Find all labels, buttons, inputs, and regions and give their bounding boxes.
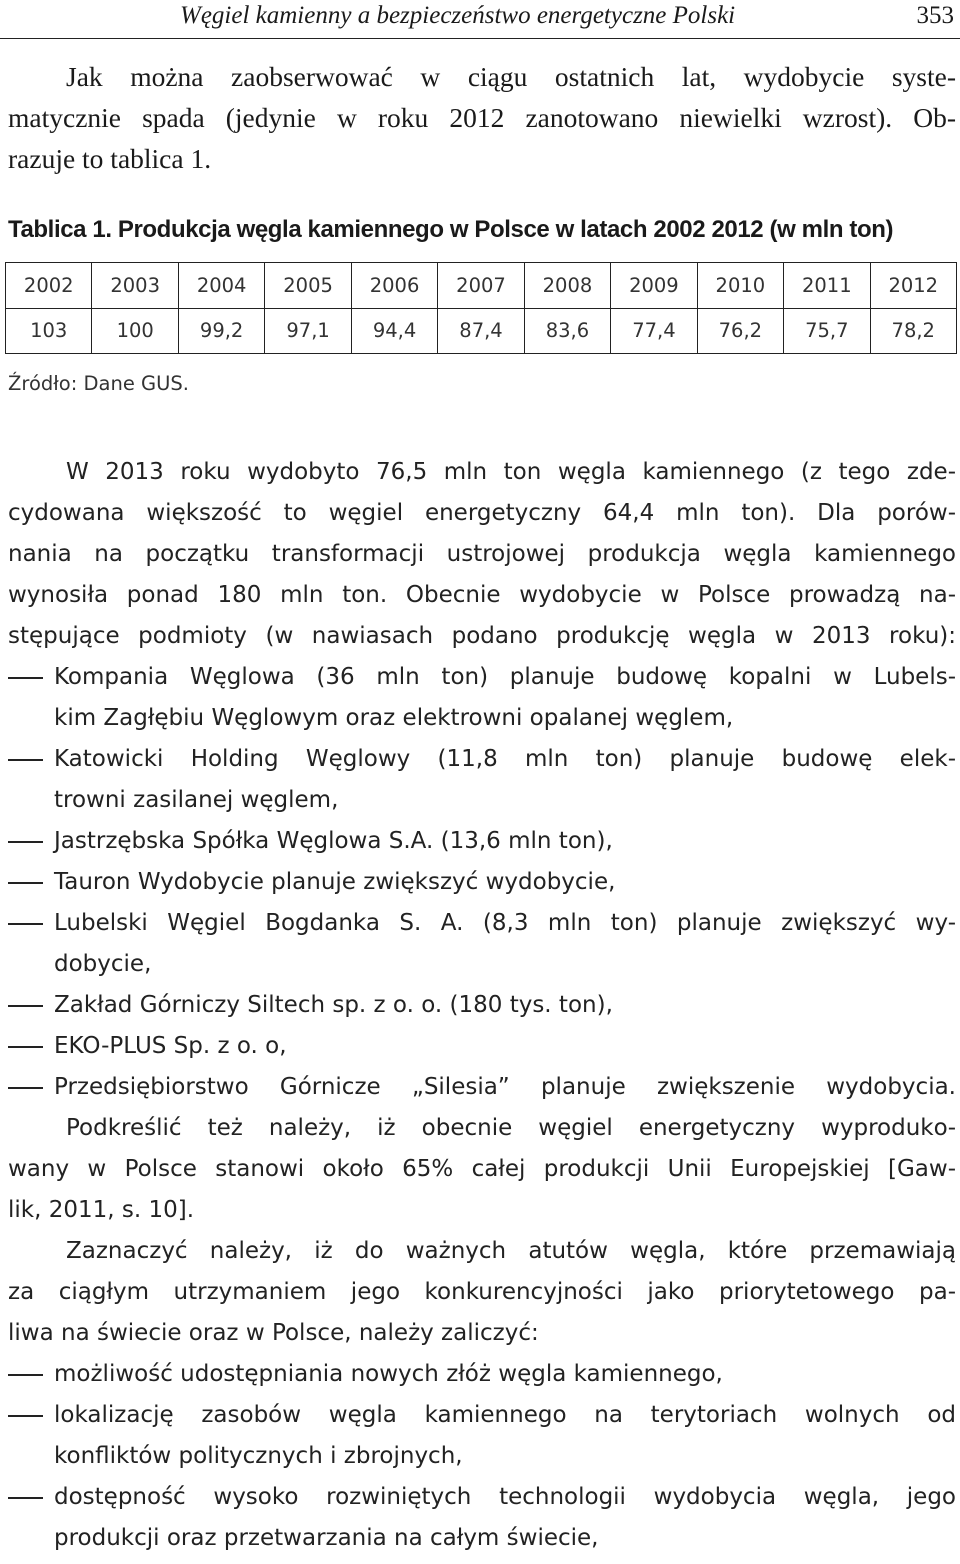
- running-header: [0, 0, 960, 39]
- text-line: Przedsiębiorstwo Górnicze „Silesia” planuje zwiększenie wydobycia.: [54, 1074, 956, 1100]
- text-line: lokalizację zasobów węgla kamiennego na terytoriach wolnych od: [54, 1402, 956, 1428]
- text-line: dostępność wysoko rozwiniętych technologii wydobycia węgla, jego: [54, 1484, 956, 1510]
- text-line: EKO-PLUS Sp. z o. o,: [54, 1033, 287, 1059]
- page-number: 353: [916, 2, 954, 29]
- text-line: Podkreślić też należy, iż obecnie węgiel energetyczny wyprodukо-: [66, 1115, 956, 1141]
- dash-bullet: [8, 1087, 43, 1089]
- text-line: trowni zasilanej węglem,: [54, 787, 339, 813]
- text-line: cydowana większość to węgiel energetyczny 64,4 mln ton). Dla porów-: [8, 500, 956, 526]
- list-item: [8, 657, 956, 739]
- paragraph-3: [8, 1231, 956, 1354]
- body-text: [8, 452, 956, 1559]
- year-cell: 2010: [697, 263, 783, 309]
- dash-bullet: [8, 1497, 43, 1499]
- text-line: kim Zagłębiu Węglowym oraz elektrowni opalanej węglem,: [54, 705, 734, 731]
- list-item: [8, 1477, 956, 1559]
- intro-paragraph: [8, 56, 956, 179]
- table-source: Źródło: Dane GUS.: [8, 372, 189, 395]
- text-line: możliwość udostępniania nowych złóż węgla kamiennego,: [54, 1361, 723, 1387]
- text-line: dobycie,: [54, 951, 152, 977]
- dash-bullet: [8, 1374, 43, 1376]
- text-line: Tauron Wydobycie planuje zwiększyć wydobycie,: [54, 869, 616, 895]
- dash-bullet: [8, 841, 43, 843]
- dash-bullet: [8, 882, 43, 884]
- value-cell: 103: [6, 308, 92, 354]
- value-cell: 97,1: [265, 308, 351, 354]
- list-item: [8, 862, 956, 903]
- text-line: Jak można zaobserwować w ciągu ostatnich lat, wydobycie syste-: [66, 61, 956, 92]
- value-cell: 77,4: [611, 308, 697, 354]
- running-title: Węgiel kamienny a bezpieczeństwo energetyczne Polski: [180, 2, 736, 29]
- dash-bullet: [8, 759, 43, 761]
- value-cell: 83,6: [524, 308, 610, 354]
- list-item: [8, 821, 956, 862]
- table-row-values: [6, 308, 957, 354]
- list-item: [8, 985, 956, 1026]
- text-line: W 2013 roku wydobyto 76,5 mln ton węgla kamiennego (z tego zde-: [66, 459, 956, 485]
- value-cell: 87,4: [438, 308, 524, 354]
- table-caption: Tablica 1. Produkcja węgla kamiennego w Polsce w latach 2002 2012 (w mln ton): [8, 216, 894, 243]
- value-cell: 99,2: [178, 308, 264, 354]
- dash-bullet: [8, 1005, 43, 1007]
- text-line: matycznie spada (jedynie w roku 2012 zanotowano niewielki wzrost). Ob-: [8, 102, 956, 133]
- text-line: nania na początku transformacji ustrojowej produkcja węgla kamiennego: [8, 541, 956, 567]
- year-cell: 2002: [6, 263, 92, 309]
- paragraph-2: [8, 1108, 956, 1231]
- year-cell: 2006: [351, 263, 437, 309]
- list-item: [8, 739, 956, 821]
- text-line: liwa na świecie oraz w Polsce, należy zaliczyć:: [8, 1320, 539, 1346]
- text-line: wynosiła ponad 180 mln ton. Obecnie wydobycie w Polsce prowadzą na-: [8, 582, 956, 608]
- text-line: Jastrzębska Spółka Węglowa S.A. (13,6 mln ton),: [54, 828, 613, 854]
- text-line: razuje to tablica 1.: [8, 143, 212, 174]
- text-line: Zakład Górniczy Siltech sp. z o. o. (180 tys. ton),: [54, 992, 613, 1018]
- value-cell: 78,2: [870, 308, 956, 354]
- dash-bullet: [8, 1046, 43, 1048]
- value-cell: 76,2: [697, 308, 783, 354]
- dash-bullet: [8, 1415, 43, 1417]
- text-line: Kompania Węglowa (36 mln ton) planuje budowę kopalni w Lubels-: [54, 664, 956, 690]
- list-item: [8, 1354, 956, 1395]
- list-item: [8, 1026, 956, 1067]
- text-line: Lubelski Węgiel Bogdanka S. A. (8,3 mln ton) planuje zwiększyć wy-: [54, 910, 956, 936]
- list-item: [8, 1067, 956, 1108]
- text-line: Zaznaczyć należy, iż do ważnych atutów węgla, które przemawiają: [66, 1238, 956, 1264]
- value-cell: 75,7: [784, 308, 870, 354]
- year-cell: 2003: [92, 263, 178, 309]
- text-line: za ciągłym utrzymaniem jego konkurencyjności jako priorytetowego pa-: [8, 1279, 956, 1305]
- year-cell: 2004: [178, 263, 264, 309]
- year-cell: 2008: [524, 263, 610, 309]
- value-cell: 100: [92, 308, 178, 354]
- text-line: Katowicki Holding Węglowy (11,8 mln ton) planuje budowę elek-: [54, 746, 956, 772]
- company-list: [8, 657, 956, 1108]
- year-cell: 2009: [611, 263, 697, 309]
- table-row-years: [6, 263, 957, 309]
- text-line: konfliktów politycznych i zbrojnych,: [54, 1443, 463, 1469]
- text-line: stępujące podmioty (w nawiasach podano produkcję węgla w 2013 roku):: [8, 623, 956, 649]
- dash-bullet: [8, 923, 43, 925]
- list-item: [8, 903, 956, 985]
- production-table: [5, 262, 957, 354]
- dash-bullet: [8, 677, 43, 679]
- paragraph-1: [8, 452, 956, 657]
- advantages-list: [8, 1354, 956, 1559]
- list-item: [8, 1395, 956, 1477]
- value-cell: 94,4: [351, 308, 437, 354]
- year-cell: 2005: [265, 263, 351, 309]
- year-cell: 2012: [870, 263, 956, 309]
- text-line: lik, 2011, s. 10].: [8, 1197, 195, 1223]
- text-line: wany w Polsce stanowi około 65% całej produkcji Unii Europejskiej [Gaw-: [8, 1156, 956, 1182]
- year-cell: 2011: [784, 263, 870, 309]
- text-line: produkcji oraz przetwarzania na całym świecie,: [54, 1525, 599, 1551]
- year-cell: 2007: [438, 263, 524, 309]
